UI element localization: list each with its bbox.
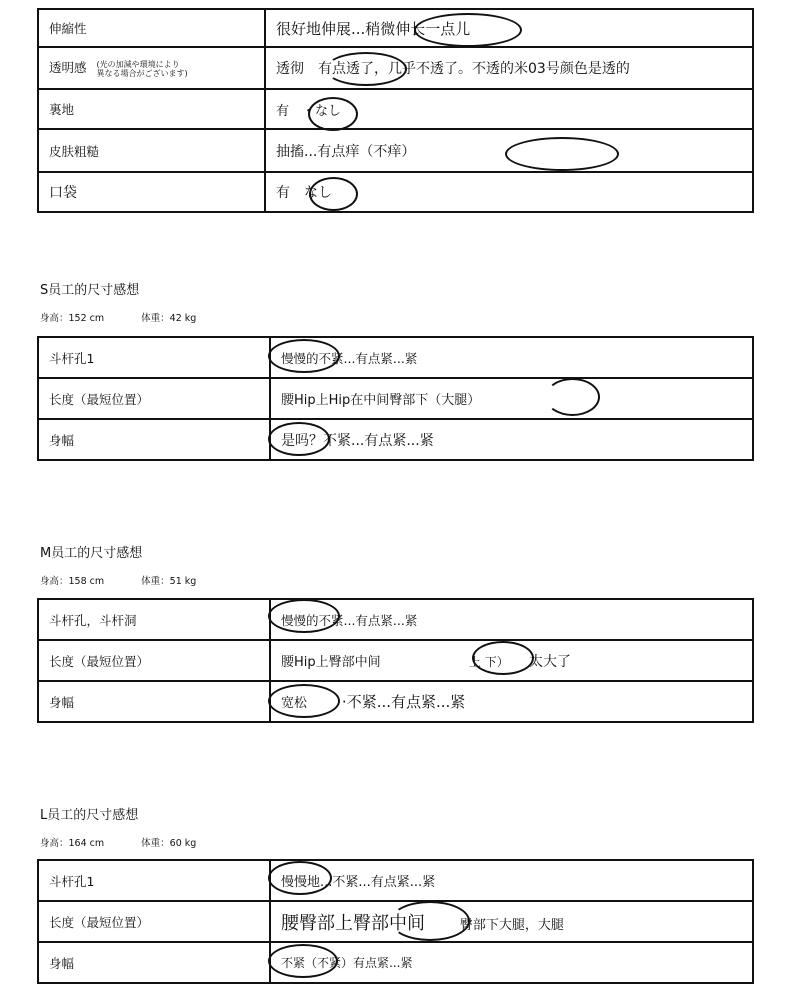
weight-value: 体重：42 kg (141, 313, 197, 324)
height-value: 身高：164 cm (40, 838, 105, 849)
row-extra: 臀部下大腿，大腿 (459, 917, 564, 933)
section-meta (40, 835, 230, 849)
table-row (38, 942, 753, 983)
row-label: 身幅 (38, 681, 270, 722)
section-title: S员工的尺寸感想 (40, 283, 140, 298)
row-value: 腰臀部上臀部中间 (281, 912, 425, 934)
row-value: 抽搐...有点痒（不痒） (265, 129, 753, 172)
size-table-m (37, 598, 754, 723)
height-value: 身高：158 cm (40, 576, 105, 587)
row-extra: 上 下） (468, 654, 509, 669)
row-label: 长度（最短位置） (38, 378, 270, 419)
table-row (38, 378, 753, 419)
section-title: L员工的尺寸感想 (40, 808, 139, 823)
row-label: 伸縮性 (38, 9, 265, 47)
row-label: 皮肤粗糙 (38, 129, 265, 172)
row-label-cell (38, 47, 265, 89)
table-row (38, 860, 753, 901)
row-value-cell (270, 640, 753, 681)
row-label: 斗杆孔1 (38, 337, 270, 378)
row-extra: ·不紧...有点紧...紧 (341, 693, 466, 711)
spec-table (37, 8, 754, 213)
section-meta (40, 310, 230, 324)
table-row (38, 901, 753, 942)
row-label: 口袋 (38, 172, 265, 212)
row-extra2: 太大了 (529, 653, 572, 670)
section-meta (40, 573, 230, 587)
row-label: 身幅 (38, 942, 270, 983)
size-table-l (37, 859, 754, 984)
row-label: 长度（最短位置） (38, 640, 270, 681)
table-row (38, 172, 753, 212)
row-value: 宽松 (281, 696, 308, 711)
row-label: 斗杆孔，斗杆洞 (38, 599, 270, 640)
table-row (38, 681, 753, 722)
row-label: 透明感 (49, 60, 87, 76)
table-row (38, 89, 753, 129)
row-value: 腰Hip上臀部中间 (281, 654, 381, 670)
height-value: 身高：152 cm (40, 313, 105, 324)
table-row (38, 419, 753, 460)
table-row (38, 337, 753, 378)
row-value: 有 ・なし (265, 89, 753, 129)
section-title: M员工的尺寸感想 (40, 546, 143, 561)
row-value: 透彻 有点透了，几乎不透了。不透的米03号颜色是透的 (265, 47, 753, 89)
row-value-cell (270, 901, 753, 942)
table-row (38, 129, 753, 172)
row-label: 裏地 (38, 89, 265, 129)
row-label: 斗杆孔1 (38, 860, 270, 901)
table-row (38, 599, 753, 640)
row-value: 腰Hip上Hip在中间臀部下（大腿） (270, 378, 753, 419)
size-table-s (37, 336, 754, 461)
table-row (38, 47, 753, 89)
table-row (38, 640, 753, 681)
row-value: 有 なし (265, 172, 753, 212)
row-value: 是吗？不紧...有点紧...紧 (270, 419, 753, 460)
table-row (38, 9, 753, 47)
weight-value: 体重：60 kg (141, 838, 197, 849)
row-value: 不紧（不紧）有点紧...紧 (270, 942, 753, 983)
row-label: 身幅 (38, 419, 270, 460)
row-value-cell (270, 681, 753, 722)
weight-value: 体重：51 kg (141, 576, 197, 587)
row-note: (光の加減や環境により 異なる場合がございます) (96, 59, 188, 78)
row-value: 很好地伸展...稍微伸长一点儿 (265, 9, 753, 47)
row-label: 长度（最短位置） (38, 901, 270, 942)
row-value: 慢慢地...不紧...有点紧...紧 (270, 860, 753, 901)
row-value: 慢慢的不紧...有点紧...紧 (270, 337, 753, 378)
row-value: 慢慢的不紧...有点紧...紧 (270, 599, 753, 640)
